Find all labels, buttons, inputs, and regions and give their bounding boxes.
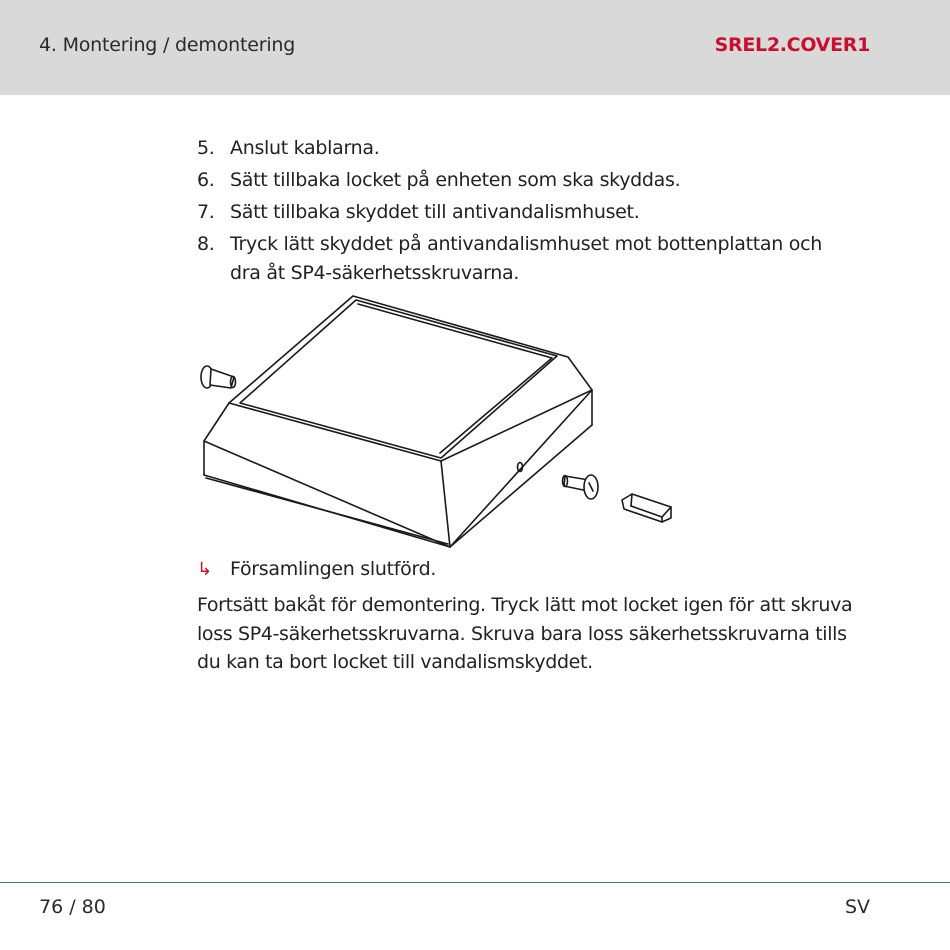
step-item [197,134,857,163]
footer-divider [0,882,950,883]
product-code: SREL2.COVER1 [714,34,870,56]
step-number: 7. [197,201,215,223]
step-list [197,134,857,291]
assembly-illustration [190,290,690,552]
page-number: 76 / 80 [39,896,106,918]
security-screw-icon [201,366,236,388]
page-header [0,0,950,95]
antivandalism-housing [204,296,592,547]
result-text: Församlingen slutförd. [230,558,437,580]
step-text: Sätt tillbaka locket på enheten som ska skyddas. [230,169,681,191]
step-text: Anslut kablarna. [230,137,380,159]
step-number: 8. [197,233,215,255]
step-number: 5. [197,137,215,159]
step-number: 6. [197,169,215,191]
body-paragraph: Fortsätt bakåt för demontering. Tryck lätt mot locket igen för att skruva loss SP4-säkerhetsskruvarna. Skruva bara loss säkerhetsskruvarna tills du kan ta bort locket till vandalismskyddet. [197,594,853,673]
language-code: SV [844,896,870,918]
result-arrow-icon: ↳ [197,559,212,580]
step-text: Tryck lätt skyddet på antivandalismhuset mot bottenplattan och dra åt SP4-säkerhetsskruvarna. [230,233,822,284]
section-title: 4. Montering / demontering [39,34,296,56]
step-text: Sätt tillbaka skyddet till antivandalismhuset. [230,201,640,223]
step-item [197,230,857,288]
security-screw-icon [563,475,599,499]
step-item [197,198,857,227]
step-item [197,166,857,195]
sp4-bit-icon [622,494,671,522]
